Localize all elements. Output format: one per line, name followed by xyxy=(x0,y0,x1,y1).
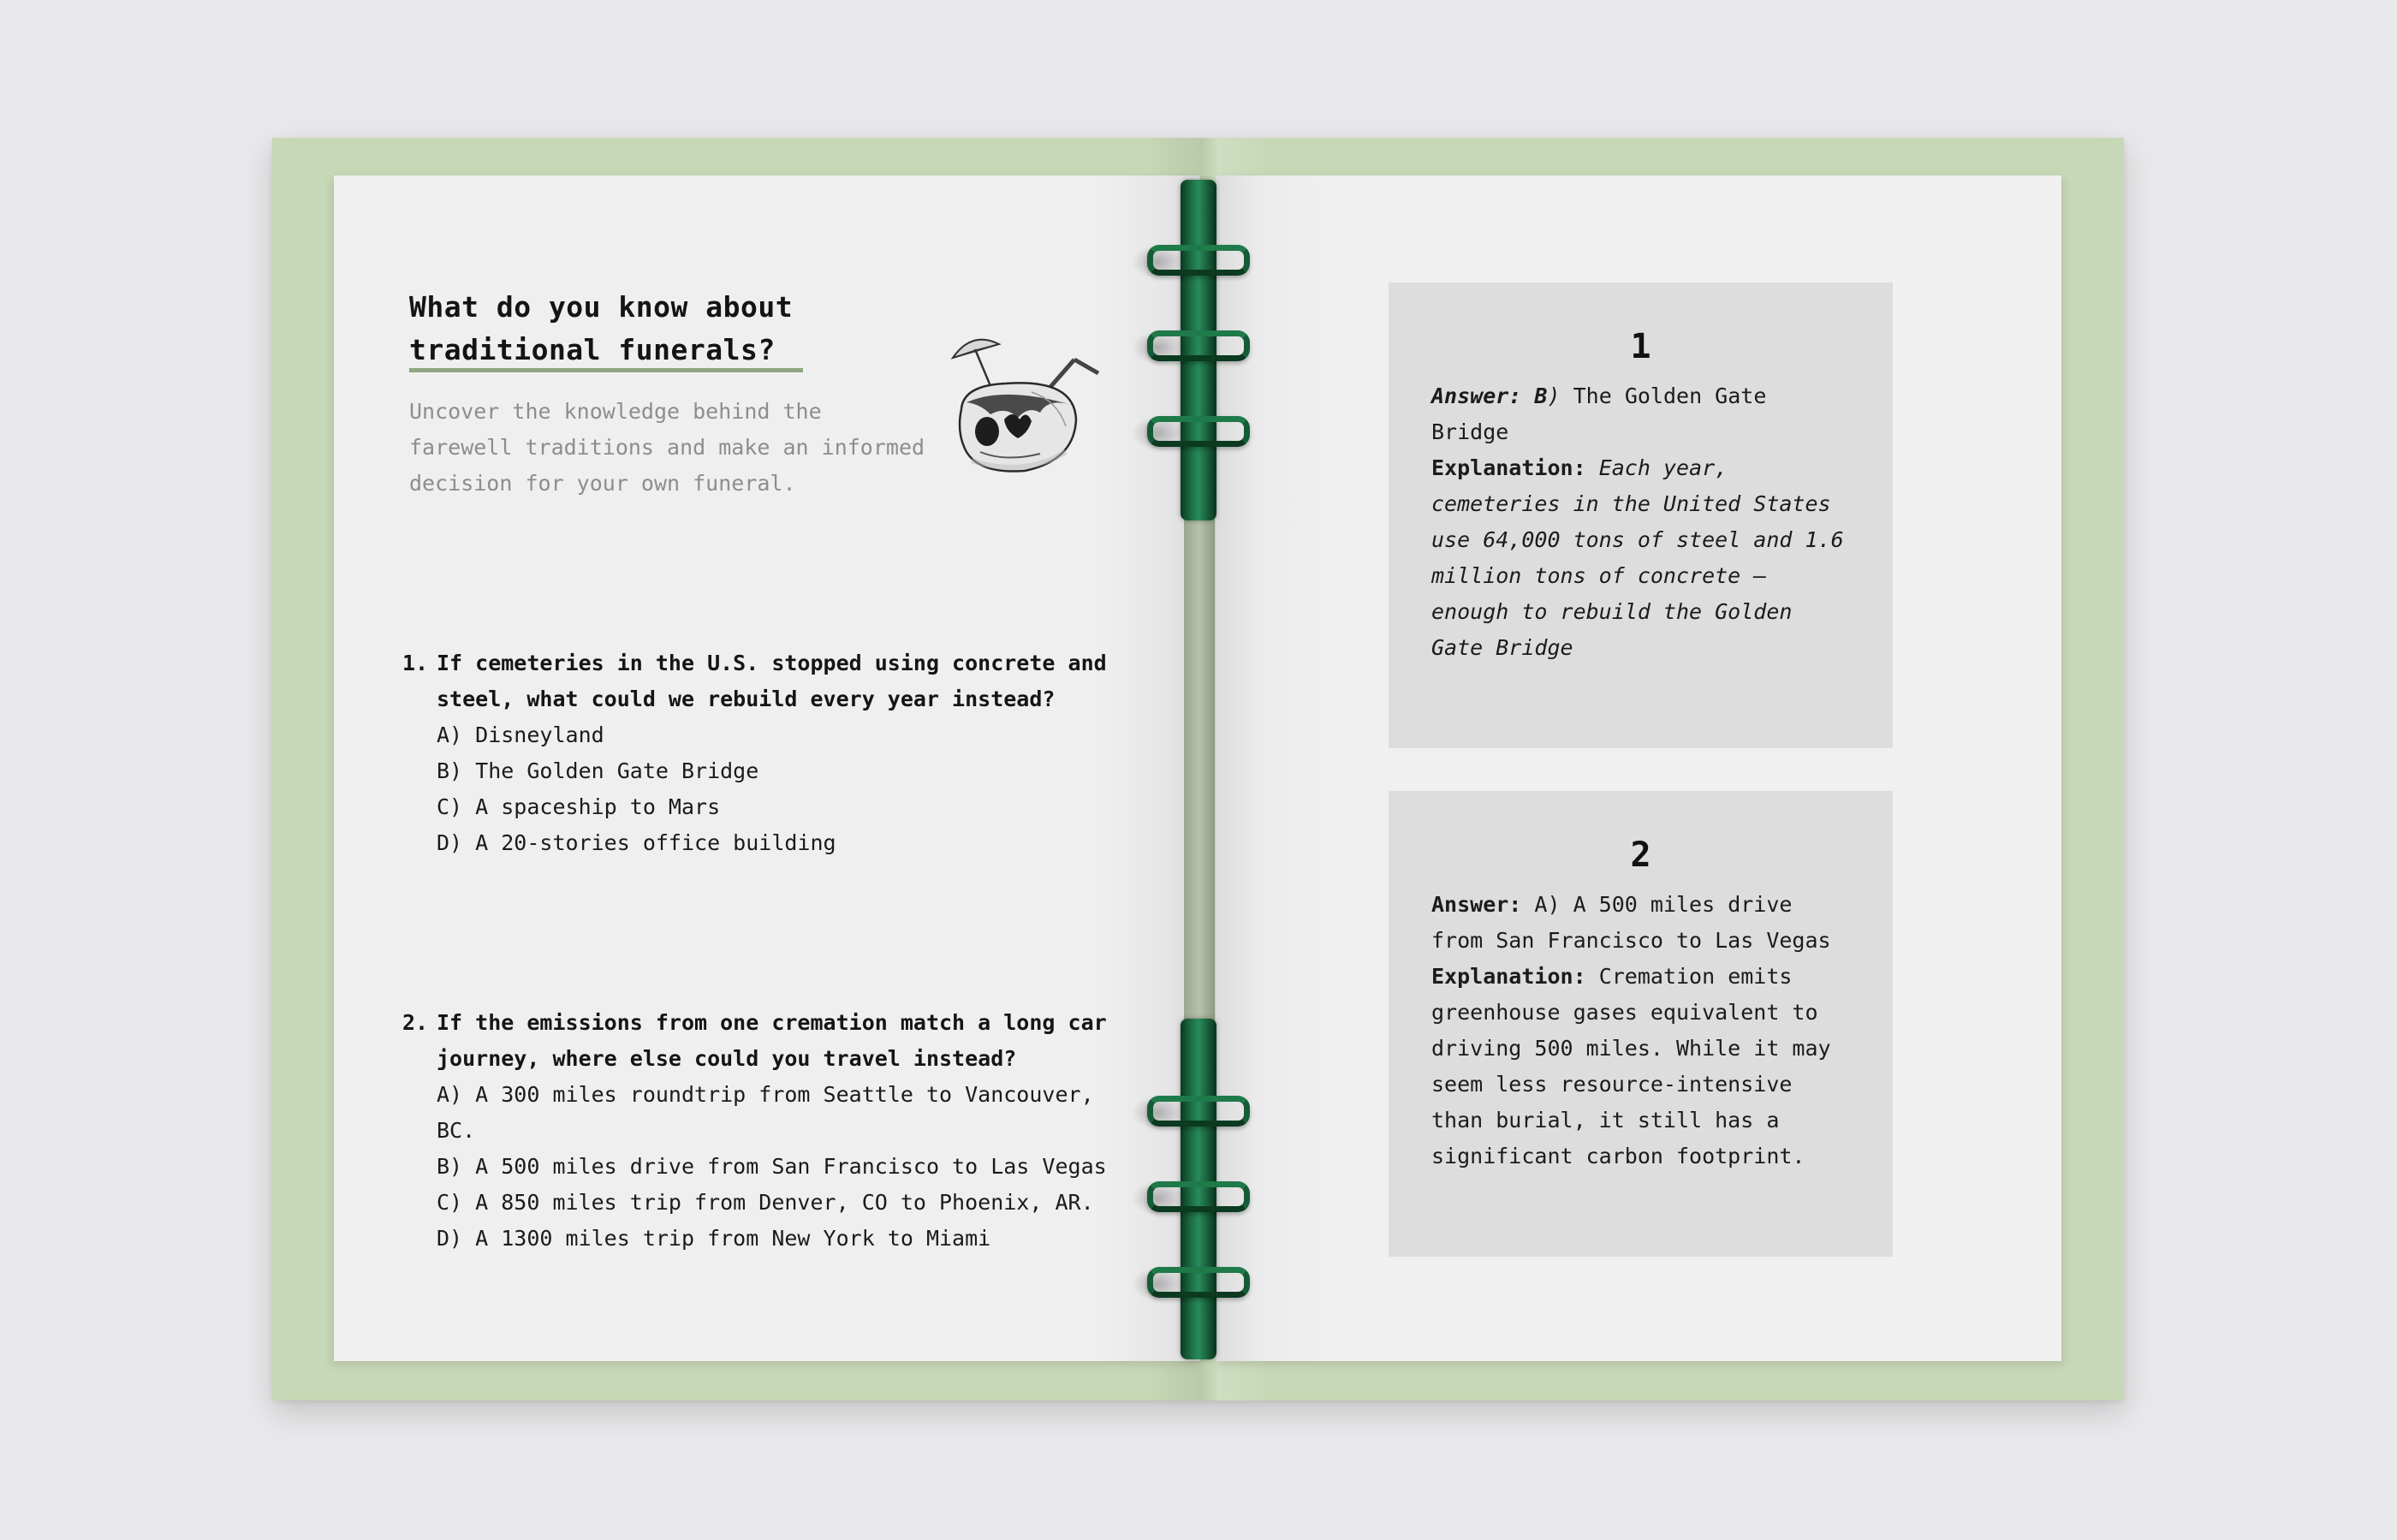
question-heading xyxy=(402,645,1139,717)
binder-ring xyxy=(1147,1096,1250,1127)
binder-ring xyxy=(1147,245,1250,276)
explanation-text-line: driving 500 miles. While it may xyxy=(1431,1036,1831,1061)
answer-letter: B xyxy=(1534,384,1548,408)
question-text-line: If cemeteries in the U.S. stopped using concrete and xyxy=(437,651,1107,675)
question-text-line: steel, what could we rebuild every year instead? xyxy=(437,687,1056,711)
option-b: B) A 500 miles drive from San Francisco to Las Vegas xyxy=(437,1154,1107,1179)
option-a: A) Disneyland xyxy=(437,722,604,747)
card-body xyxy=(1431,378,1850,666)
explanation-text-line: Gate Bridge xyxy=(1431,635,1573,660)
page-title xyxy=(409,286,812,372)
title-underline xyxy=(409,368,803,372)
answer-options xyxy=(437,1077,1139,1257)
answer-label: Answer: xyxy=(1431,892,1522,917)
question-text-line: If the emissions from one cremation match a long car xyxy=(437,1010,1107,1035)
answer-text-line: from San Francisco to Las Vegas xyxy=(1431,928,1831,953)
skull-coconut-drink-icon xyxy=(946,324,1134,478)
explanation-text-line: greenhouse gases equivalent to xyxy=(1431,1000,1818,1025)
page-title-line: What do you know about xyxy=(409,290,794,324)
question-number: 1. xyxy=(402,651,429,675)
explanation-text: Each year, xyxy=(1598,455,1728,480)
explanation-label: Explanation: xyxy=(1431,455,1586,480)
answer-line xyxy=(1431,378,1850,414)
answer-text: A) A 500 miles drive xyxy=(1534,892,1793,917)
intro-line: Uncover the knowledge behind the xyxy=(409,399,822,424)
intro-line: decision for your own funeral. xyxy=(409,471,796,496)
binder-ring xyxy=(1147,416,1250,447)
answer-card-1 xyxy=(1389,282,1893,748)
page-title-line: traditional funerals? xyxy=(409,333,776,366)
answer-options xyxy=(437,717,1139,861)
explanation-text-line: seem less resource-intensive xyxy=(1431,1072,1793,1097)
option-d: D) A 20-stories office building xyxy=(437,830,836,855)
explanation-text-line: than burial, it still has a xyxy=(1431,1108,1780,1133)
card-number: 2 xyxy=(1630,835,1651,875)
explanation-text-line: million tons of concrete — xyxy=(1431,563,1767,588)
answer-text: The Golden Gate xyxy=(1573,384,1767,408)
question-text-line: journey, where else could you travel instead? xyxy=(437,1046,1017,1071)
answer-card-2 xyxy=(1389,791,1893,1257)
option-a: A) A 300 miles roundtrip from Seattle to Vancouver, xyxy=(437,1082,1094,1107)
explanation-label: Explanation: xyxy=(1431,964,1586,989)
explanation-text-line: cemeteries in the United States xyxy=(1431,491,1831,516)
option-d: D) A 1300 miles trip from New York to Miami xyxy=(437,1226,991,1251)
explanation-text-line: use 64,000 tons of steel and 1.6 xyxy=(1431,527,1844,552)
card-body xyxy=(1431,887,1850,1174)
intro-line: farewell traditions and make an informed xyxy=(409,435,925,460)
binder-ring xyxy=(1147,330,1250,361)
answer-paren: ) xyxy=(1547,384,1561,408)
answer-label: Answer: xyxy=(1431,384,1522,408)
explanation-line xyxy=(1431,959,1850,995)
question-number: 2. xyxy=(402,1010,429,1035)
card-number: 1 xyxy=(1630,327,1651,366)
question-1 xyxy=(402,645,1139,861)
binder-ring xyxy=(1147,1181,1250,1212)
explanation-line xyxy=(1431,450,1850,486)
question-text xyxy=(437,1005,1107,1077)
explanation-text: Cremation emits xyxy=(1598,964,1793,989)
question-text xyxy=(437,645,1107,717)
explanation-text-line: significant carbon footprint. xyxy=(1431,1144,1805,1168)
binder-ring xyxy=(1147,1267,1250,1298)
option-b: B) The Golden Gate Bridge xyxy=(437,758,759,783)
option-a-continued: BC. xyxy=(437,1118,476,1143)
binder-gap xyxy=(1184,514,1215,1027)
option-c: C) A spaceship to Mars xyxy=(437,794,721,819)
question-2 xyxy=(402,1005,1139,1257)
intro-text xyxy=(409,394,957,502)
option-c: C) A 850 miles trip from Denver, CO to Phoenix, AR. xyxy=(437,1190,1094,1215)
question-heading xyxy=(402,1005,1139,1077)
answer-text-line: Bridge xyxy=(1431,419,1509,444)
explanation-text-line: enough to rebuild the Golden xyxy=(1431,599,1793,624)
answer-line xyxy=(1431,887,1850,923)
